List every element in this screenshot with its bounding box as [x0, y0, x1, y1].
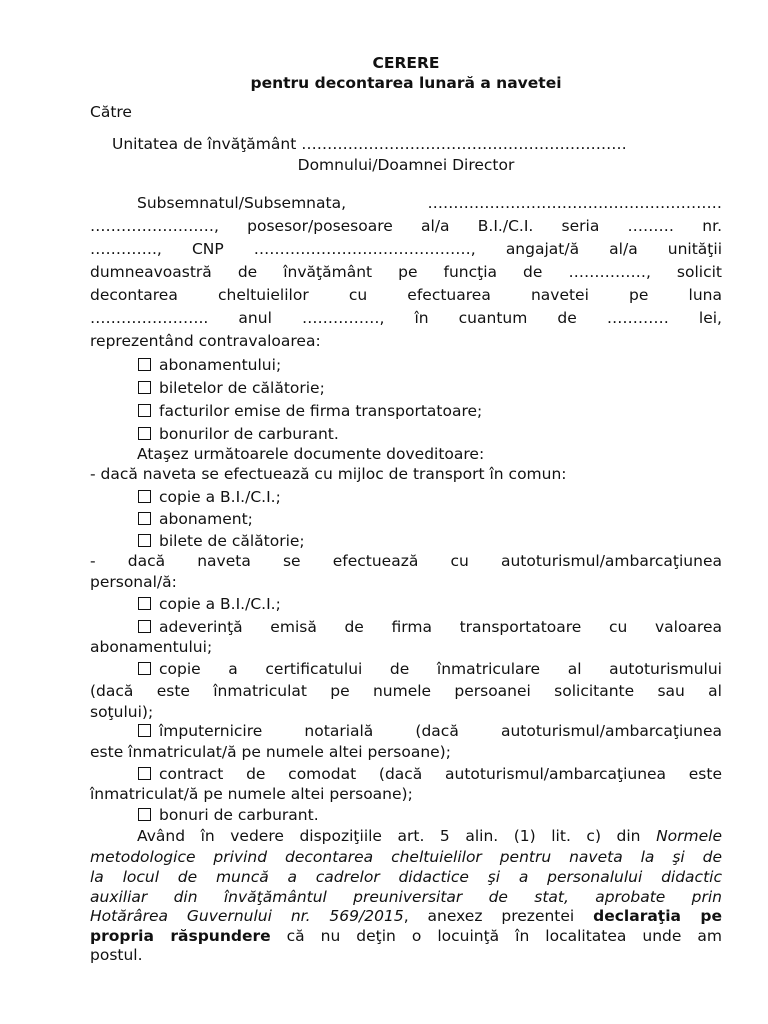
- checkbox[interactable]: [138, 381, 151, 394]
- checkbox[interactable]: [138, 490, 151, 503]
- closing-line-4: auxiliar din învăţământul preuniversitar de stat, aprobate prin: [90, 888, 722, 906]
- checklist-item: abonamentului;: [138, 354, 768, 376]
- checkbox[interactable]: [138, 808, 151, 821]
- item-continuation: soţului);: [90, 703, 154, 721]
- checklist-item: facturilor emise de firma transportatoare;: [138, 400, 768, 422]
- checkbox[interactable]: [138, 358, 151, 371]
- checklist-item: bonuri de carburant.: [138, 804, 768, 826]
- closing-line-3: la locul de muncă a cadrelor didactice şi a personalului didactic: [90, 868, 722, 886]
- case-personal-heading-2: personal/ă:: [90, 573, 177, 591]
- body-line-6: ………………….. anul ……………, în cuantum de ………… lei,: [90, 309, 722, 327]
- case-public-heading: - dacă naveta se efectuează cu mijloc de transport în comun:: [90, 465, 567, 483]
- document-title: CERERE: [372, 54, 440, 72]
- checkbox[interactable]: [138, 427, 151, 440]
- item-continuation: (dacă este înmatriculat pe numele persoanei solicitante sau al: [90, 682, 722, 700]
- checklist-item: abonament;: [138, 508, 768, 530]
- closing-line-1: Având în vedere dispoziţiile art. 5 alin. (1) lit. c) din Normele: [137, 827, 722, 845]
- atasez-line: Ataşez următoarele documente doveditoare:: [137, 445, 485, 463]
- item-continuation: abonamentului;: [90, 638, 213, 656]
- director-line: Domnului/Doamnei Director: [297, 156, 515, 174]
- checklist-item: bilete de călătorie;: [138, 530, 768, 552]
- closing-line-7: postul.: [90, 946, 143, 964]
- checklist-item: biletelor de călătorie;: [138, 377, 768, 399]
- body-line-1: Subsemnatul/Subsemnata, …………………………………………………: [137, 194, 722, 212]
- checklist-item: contract de comodat (dacă autoturismul/ambarcaţiunea este: [138, 763, 722, 785]
- item-continuation: este înmatriculat/ă pe numele altei persoane);: [90, 743, 451, 761]
- checklist-item: bonurilor de carburant.: [138, 423, 768, 445]
- body-line-5: decontarea cheltuielilor cu efectuarea navetei pe luna: [90, 286, 722, 304]
- body-line-3: …………., CNP ……………………………………, angajat/ă al/a unităţii: [90, 240, 722, 258]
- checklist-item: copie a B.I./C.I.;: [138, 486, 768, 508]
- checkbox[interactable]: [138, 512, 151, 525]
- checkbox[interactable]: [138, 404, 151, 417]
- body-line-2: ……………………, posesor/posesoare al/a B.I./C.I. seria ……… nr.: [90, 217, 722, 235]
- closing-line-2: metodologice privind decontarea cheltuielilor pentru naveta la şi de: [90, 848, 722, 866]
- case-personal-heading-1: - dacă naveta se efectuează cu autoturismul/ambarcaţiunea: [90, 552, 722, 570]
- checkbox[interactable]: [138, 620, 151, 633]
- checklist-item: adeverinţă emisă de firma transportatoare cu valoarea: [138, 616, 722, 638]
- checkbox[interactable]: [138, 724, 151, 737]
- checklist-item: copie a certificatului de înmatriculare al autoturismului: [138, 658, 722, 680]
- catre-label: Către: [90, 103, 132, 121]
- checkbox[interactable]: [138, 662, 151, 675]
- body-line-7: reprezentând contravaloarea:: [90, 332, 321, 350]
- checklist-item: copie a B.I./C.I.;: [138, 593, 768, 615]
- checkbox[interactable]: [138, 767, 151, 780]
- checkbox[interactable]: [138, 534, 151, 547]
- closing-line-6: propria răspundere că nu deţin o locuinţă în localitatea unde am: [90, 927, 722, 945]
- body-line-4: dumneavoastră de învăţământ pe funcţia de ……………, solicit: [90, 263, 722, 281]
- item-continuation: înmatriculat/ă pe numele altei persoane);: [90, 785, 413, 803]
- closing-line-5: Hotărârea Guvernului nr. 569/2015, anexez prezentei declaraţia pe: [90, 907, 722, 925]
- document-subtitle: pentru decontarea lunară a navetei: [250, 74, 562, 92]
- checkbox[interactable]: [138, 597, 151, 610]
- checklist-item: împuternicire notarială (dacă autoturismul/ambarcaţiunea: [138, 720, 722, 742]
- unit-field: Unitatea de învăţământ ………………………………………………………: [112, 135, 627, 153]
